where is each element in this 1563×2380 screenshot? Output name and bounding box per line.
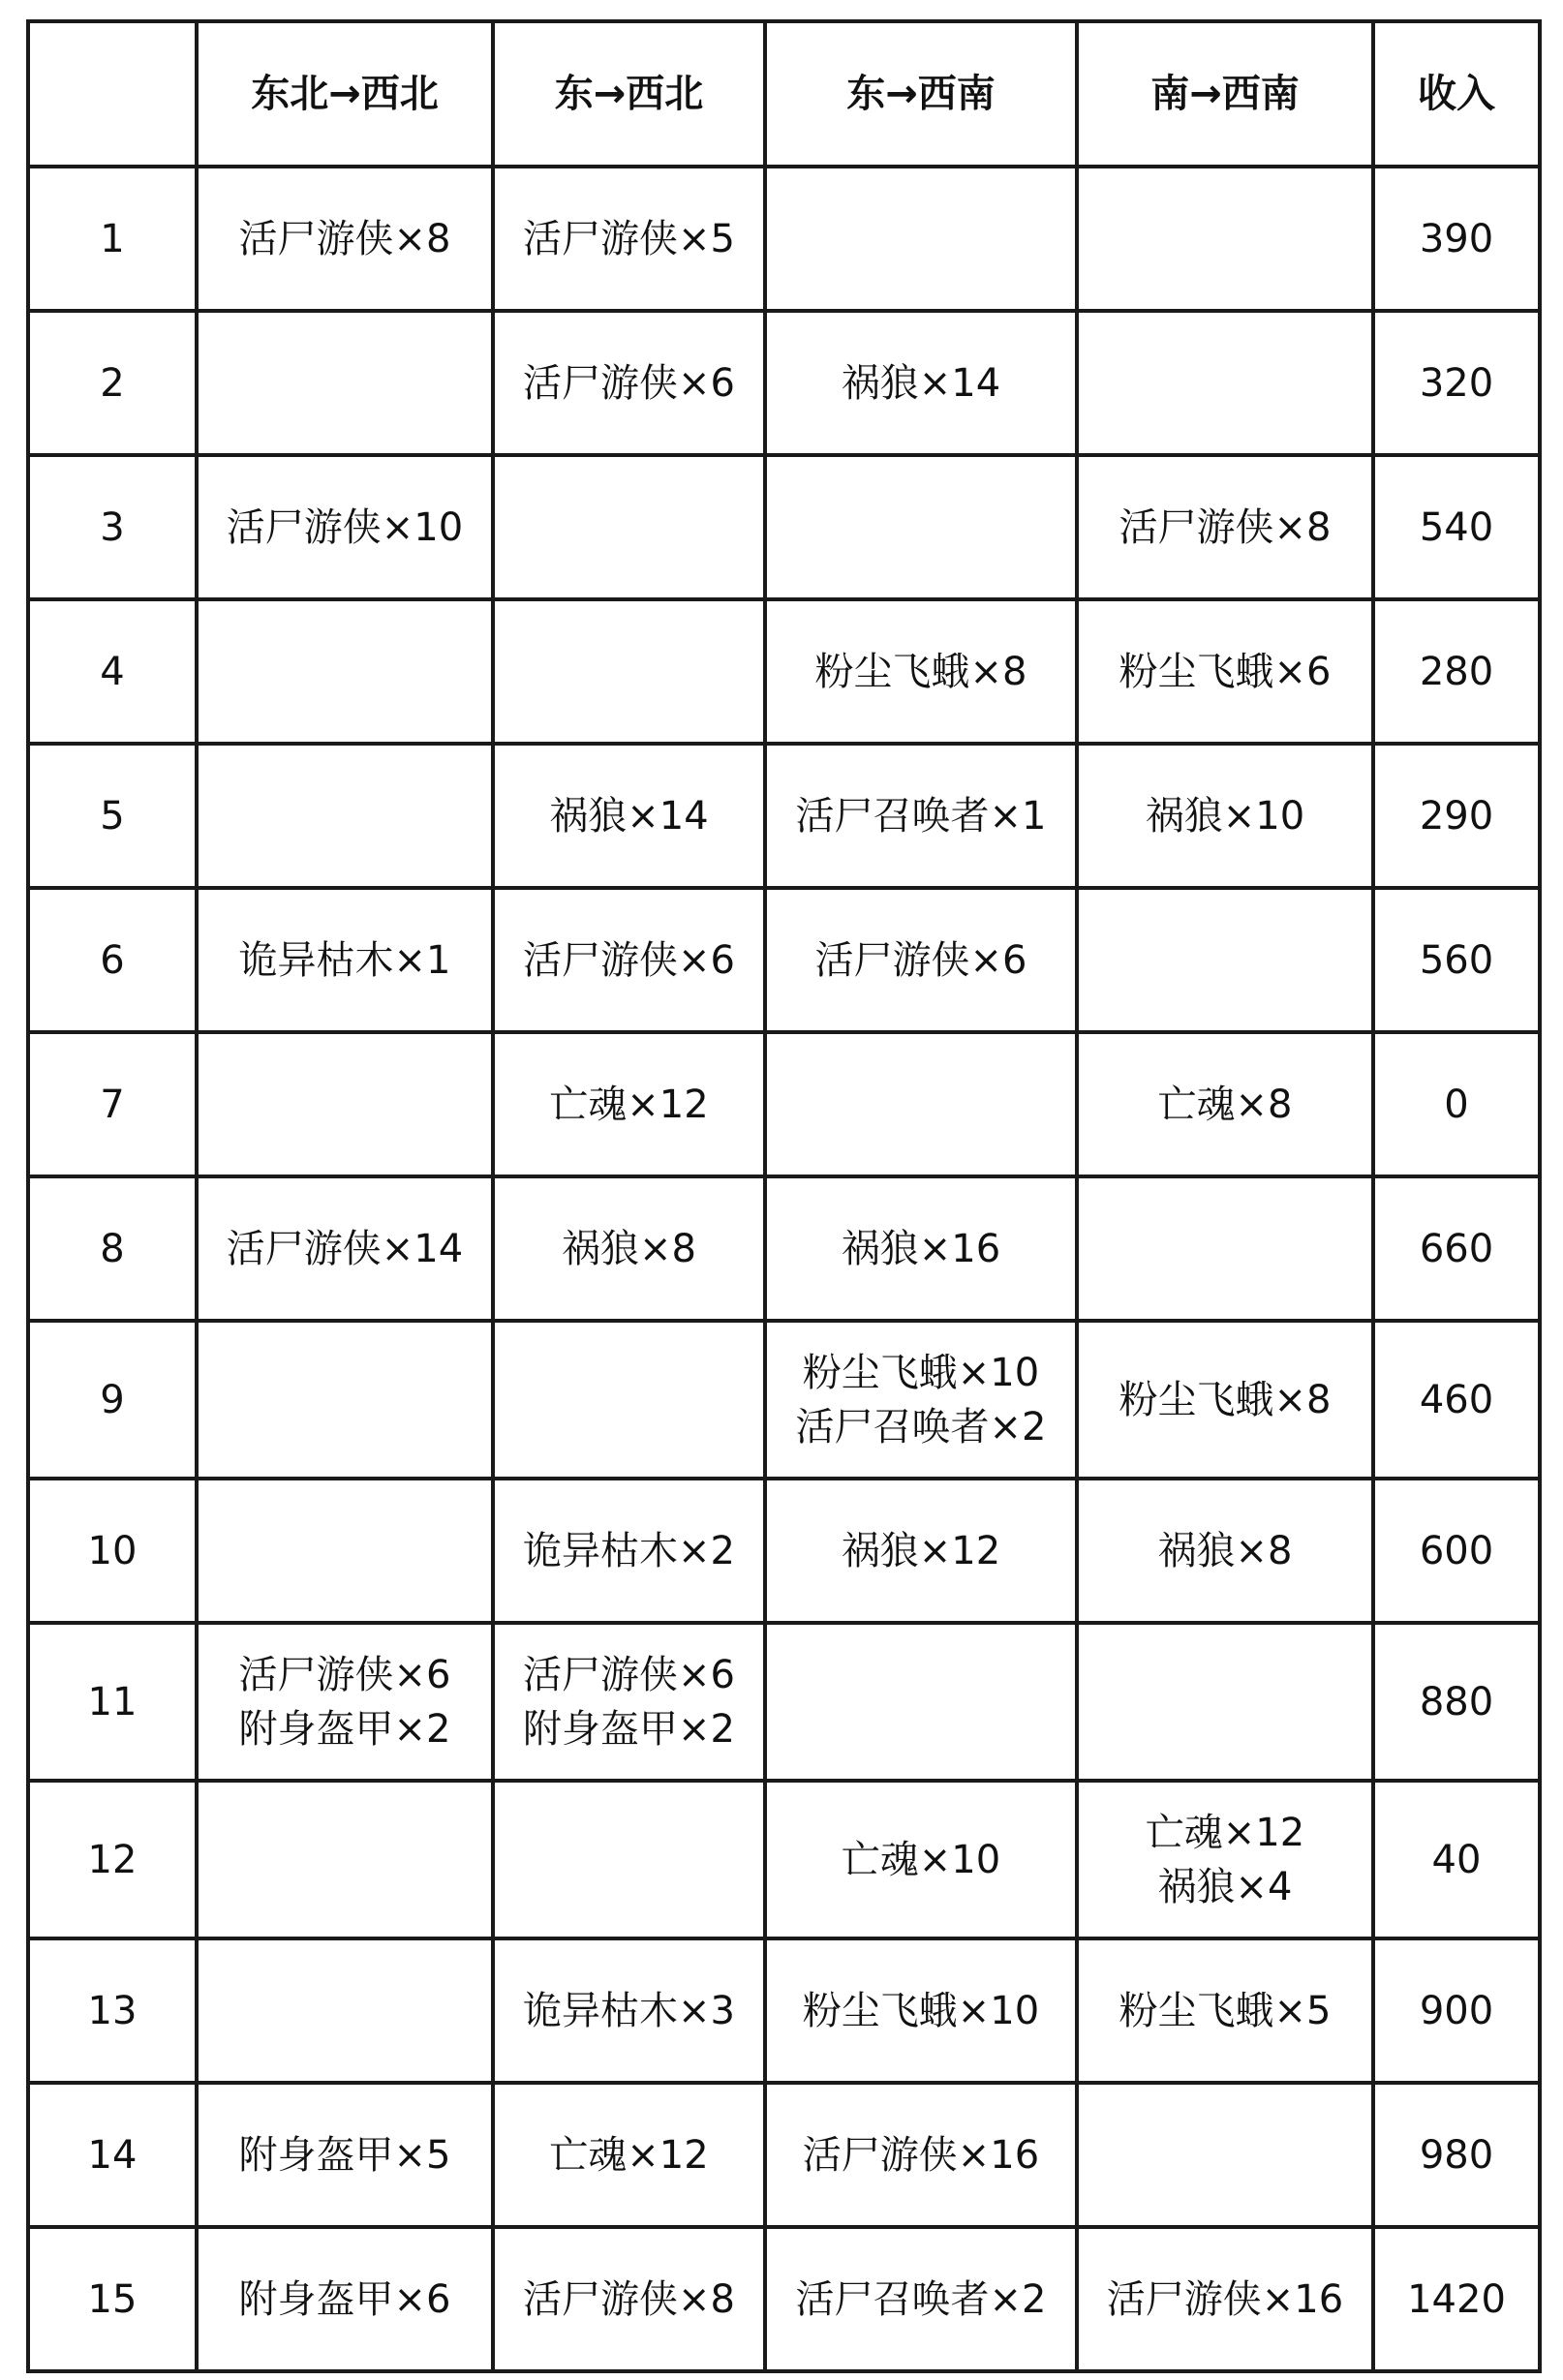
- route-e-sw-cell: [765, 1321, 1077, 1479]
- route-e-sw-cell: [765, 744, 1077, 888]
- wave-number-cell: 15: [28, 2227, 197, 2371]
- table-row: [28, 1176, 1540, 1321]
- enemy-entry: 祸狼×8: [1157, 1528, 1293, 1573]
- route-e-nw-cell: [493, 744, 765, 888]
- enemy-entry: 活尸游侠×14: [226, 1226, 464, 1271]
- enemy-entry: 粉尘飞蛾×8: [814, 649, 1027, 694]
- wave-number-cell: 6: [28, 888, 197, 1032]
- enemy-entry: 亡魂×12: [549, 1082, 709, 1127]
- enemy-entry: 亡魂×12: [1145, 1810, 1305, 1855]
- header-route-ne-nw: 东北→西北: [197, 21, 493, 167]
- table-row: [28, 1623, 1540, 1781]
- header-route-e-nw: 东→西北: [493, 21, 765, 167]
- enemy-entry: 活尸召唤者×2: [795, 1404, 1047, 1449]
- route-ne-nw-cell: [197, 1781, 493, 1938]
- route-e-nw-cell: [493, 599, 765, 744]
- income-cell: 900: [1373, 1938, 1540, 2083]
- wave-number-cell: 12: [28, 1781, 197, 1938]
- income-cell: 280: [1373, 599, 1540, 744]
- enemy-entry: 活尸游侠×16: [1106, 2276, 1344, 2322]
- table-row: [28, 455, 1540, 599]
- wave-number-cell: 9: [28, 1321, 197, 1479]
- enemy-entry: 活尸游侠×6: [523, 1652, 735, 1697]
- table-row: [28, 1479, 1540, 1623]
- table-row: [28, 744, 1540, 888]
- wave-number-cell: 4: [28, 599, 197, 744]
- route-e-sw-cell: [765, 455, 1077, 599]
- enemy-entry: 诡异枯木×1: [238, 937, 451, 983]
- wave-table: [26, 19, 1542, 2373]
- header-row: [28, 21, 1540, 167]
- route-e-sw-cell: [765, 1781, 1077, 1938]
- route-e-nw-cell: [493, 1321, 765, 1479]
- route-s-sw-cell: [1077, 1176, 1373, 1321]
- route-e-nw-cell: [493, 1479, 765, 1623]
- route-ne-nw-cell: [197, 599, 493, 744]
- wave-number-cell: 10: [28, 1479, 197, 1623]
- table-body: [28, 167, 1540, 2371]
- enemy-entry: 活尸召唤者×2: [795, 2276, 1047, 2322]
- enemy-entry: 粉尘飞蛾×10: [802, 1988, 1040, 2033]
- route-e-nw-cell: [493, 2227, 765, 2371]
- enemy-entry: 活尸游侠×6: [523, 937, 735, 983]
- enemy-entry: 活尸游侠×10: [226, 504, 464, 550]
- route-ne-nw-cell: [197, 311, 493, 455]
- route-s-sw-cell: [1077, 744, 1373, 888]
- enemy-entry: 粉尘飞蛾×5: [1119, 1988, 1332, 2033]
- route-e-nw-cell: [493, 455, 765, 599]
- table-row: [28, 1032, 1540, 1176]
- wave-number-cell: 1: [28, 167, 197, 311]
- route-ne-nw-cell: [197, 1938, 493, 2083]
- table-row: [28, 311, 1540, 455]
- header-route-e-sw: 东→西南: [765, 21, 1077, 167]
- route-ne-nw-cell: [197, 1321, 493, 1479]
- enemy-entry: 活尸召唤者×1: [795, 793, 1047, 839]
- route-s-sw-cell: [1077, 1032, 1373, 1176]
- enemy-entry: 活尸游侠×6: [238, 1652, 451, 1697]
- route-ne-nw-cell: [197, 167, 493, 311]
- enemy-entry: 活尸游侠×5: [523, 216, 735, 261]
- route-e-nw-cell: [493, 888, 765, 1032]
- route-e-sw-cell: [765, 599, 1077, 744]
- route-s-sw-cell: [1077, 1321, 1373, 1479]
- route-e-sw-cell: [765, 1176, 1077, 1321]
- enemy-entry: 活尸游侠×6: [814, 937, 1027, 983]
- income-cell: 540: [1373, 455, 1540, 599]
- wave-number-cell: 8: [28, 1176, 197, 1321]
- income-cell: 0: [1373, 1032, 1540, 1176]
- table-row: [28, 1321, 1540, 1479]
- income-cell: 460: [1373, 1321, 1540, 1479]
- route-e-nw-cell: [493, 1781, 765, 1938]
- income-cell: 320: [1373, 311, 1540, 455]
- route-s-sw-cell: [1077, 1781, 1373, 1938]
- wave-number-cell: 13: [28, 1938, 197, 2083]
- route-s-sw-cell: [1077, 2083, 1373, 2227]
- route-e-sw-cell: [765, 167, 1077, 311]
- enemy-entry: 祸狼×8: [562, 1226, 696, 1271]
- enemy-entry: 诡异枯木×3: [523, 1988, 735, 2033]
- enemy-entry: 祸狼×14: [841, 360, 1001, 406]
- enemy-entry: 活尸游侠×6: [523, 360, 735, 406]
- income-cell: 1420: [1373, 2227, 1540, 2371]
- header-corner: [28, 21, 197, 167]
- route-e-sw-cell: [765, 1032, 1077, 1176]
- route-ne-nw-cell: [197, 888, 493, 1032]
- enemy-entry: 附身盔甲×5: [238, 2132, 451, 2178]
- route-s-sw-cell: [1077, 2227, 1373, 2371]
- route-s-sw-cell: [1077, 599, 1373, 744]
- route-e-sw-cell: [765, 311, 1077, 455]
- table-row: [28, 888, 1540, 1032]
- income-cell: 600: [1373, 1479, 1540, 1623]
- route-e-sw-cell: [765, 888, 1077, 1032]
- route-e-nw-cell: [493, 1623, 765, 1781]
- enemy-entry: 诡异枯木×2: [523, 1528, 735, 1573]
- route-e-sw-cell: [765, 2083, 1077, 2227]
- enemy-entry: 粉尘飞蛾×10: [802, 1350, 1040, 1395]
- income-cell: 880: [1373, 1623, 1540, 1781]
- header-route-s-sw: 南→西南: [1077, 21, 1373, 167]
- wave-number-cell: 5: [28, 744, 197, 888]
- route-s-sw-cell: [1077, 311, 1373, 455]
- route-e-nw-cell: [493, 1938, 765, 2083]
- enemy-entry: 祸狼×14: [549, 793, 709, 839]
- income-cell: 660: [1373, 1176, 1540, 1321]
- route-e-sw-cell: [765, 2227, 1077, 2371]
- enemy-entry: 活尸游侠×8: [523, 2276, 735, 2322]
- route-e-nw-cell: [493, 311, 765, 455]
- header-income: 收入: [1373, 21, 1540, 167]
- route-ne-nw-cell: [197, 1479, 493, 1623]
- route-ne-nw-cell: [197, 1623, 493, 1781]
- table-row: [28, 2227, 1540, 2371]
- wave-number-cell: 7: [28, 1032, 197, 1176]
- enemy-entry: 附身盔甲×6: [238, 2276, 451, 2322]
- wave-number-cell: 14: [28, 2083, 197, 2227]
- enemy-entry: 祸狼×10: [1145, 793, 1305, 839]
- enemy-entry: 附身盔甲×2: [238, 1706, 451, 1752]
- income-cell: 980: [1373, 2083, 1540, 2227]
- enemy-entry: 活尸游侠×8: [238, 216, 451, 261]
- enemy-entry: 祸狼×16: [841, 1226, 1001, 1271]
- route-e-nw-cell: [493, 167, 765, 311]
- enemy-entry: 亡魂×10: [841, 1837, 1001, 1882]
- route-s-sw-cell: [1077, 1479, 1373, 1623]
- enemy-entry: 活尸游侠×8: [1119, 504, 1332, 550]
- route-ne-nw-cell: [197, 2083, 493, 2227]
- route-e-sw-cell: [765, 1479, 1077, 1623]
- table-row: [28, 167, 1540, 311]
- route-ne-nw-cell: [197, 2227, 493, 2371]
- wave-number-cell: 11: [28, 1623, 197, 1781]
- route-s-sw-cell: [1077, 1938, 1373, 2083]
- route-s-sw-cell: [1077, 167, 1373, 311]
- enemy-entry: 粉尘飞蛾×8: [1119, 1377, 1332, 1422]
- route-ne-nw-cell: [197, 455, 493, 599]
- route-s-sw-cell: [1077, 455, 1373, 599]
- income-cell: 390: [1373, 167, 1540, 311]
- enemy-entry: 祸狼×4: [1157, 1864, 1293, 1909]
- route-s-sw-cell: [1077, 1623, 1373, 1781]
- table-row: [28, 2083, 1540, 2227]
- enemy-entry: 亡魂×12: [549, 2132, 709, 2178]
- table-row: [28, 599, 1540, 744]
- income-cell: 290: [1373, 744, 1540, 888]
- route-e-nw-cell: [493, 2083, 765, 2227]
- route-e-nw-cell: [493, 1032, 765, 1176]
- table-row: [28, 1781, 1540, 1938]
- enemy-entry: 粉尘飞蛾×6: [1119, 649, 1332, 694]
- enemy-entry: 亡魂×8: [1157, 1082, 1293, 1127]
- route-e-sw-cell: [765, 1938, 1077, 2083]
- route-ne-nw-cell: [197, 1032, 493, 1176]
- table-row: [28, 1938, 1540, 2083]
- route-ne-nw-cell: [197, 1176, 493, 1321]
- wave-number-cell: 2: [28, 311, 197, 455]
- route-s-sw-cell: [1077, 888, 1373, 1032]
- enemy-entry: 祸狼×12: [841, 1528, 1001, 1573]
- wave-number-cell: 3: [28, 455, 197, 599]
- route-e-nw-cell: [493, 1176, 765, 1321]
- enemy-entry: 活尸游侠×16: [802, 2132, 1040, 2178]
- income-cell: 560: [1373, 888, 1540, 1032]
- enemy-entry: 附身盔甲×2: [523, 1706, 735, 1752]
- route-ne-nw-cell: [197, 744, 493, 888]
- income-cell: 40: [1373, 1781, 1540, 1938]
- route-e-sw-cell: [765, 1623, 1077, 1781]
